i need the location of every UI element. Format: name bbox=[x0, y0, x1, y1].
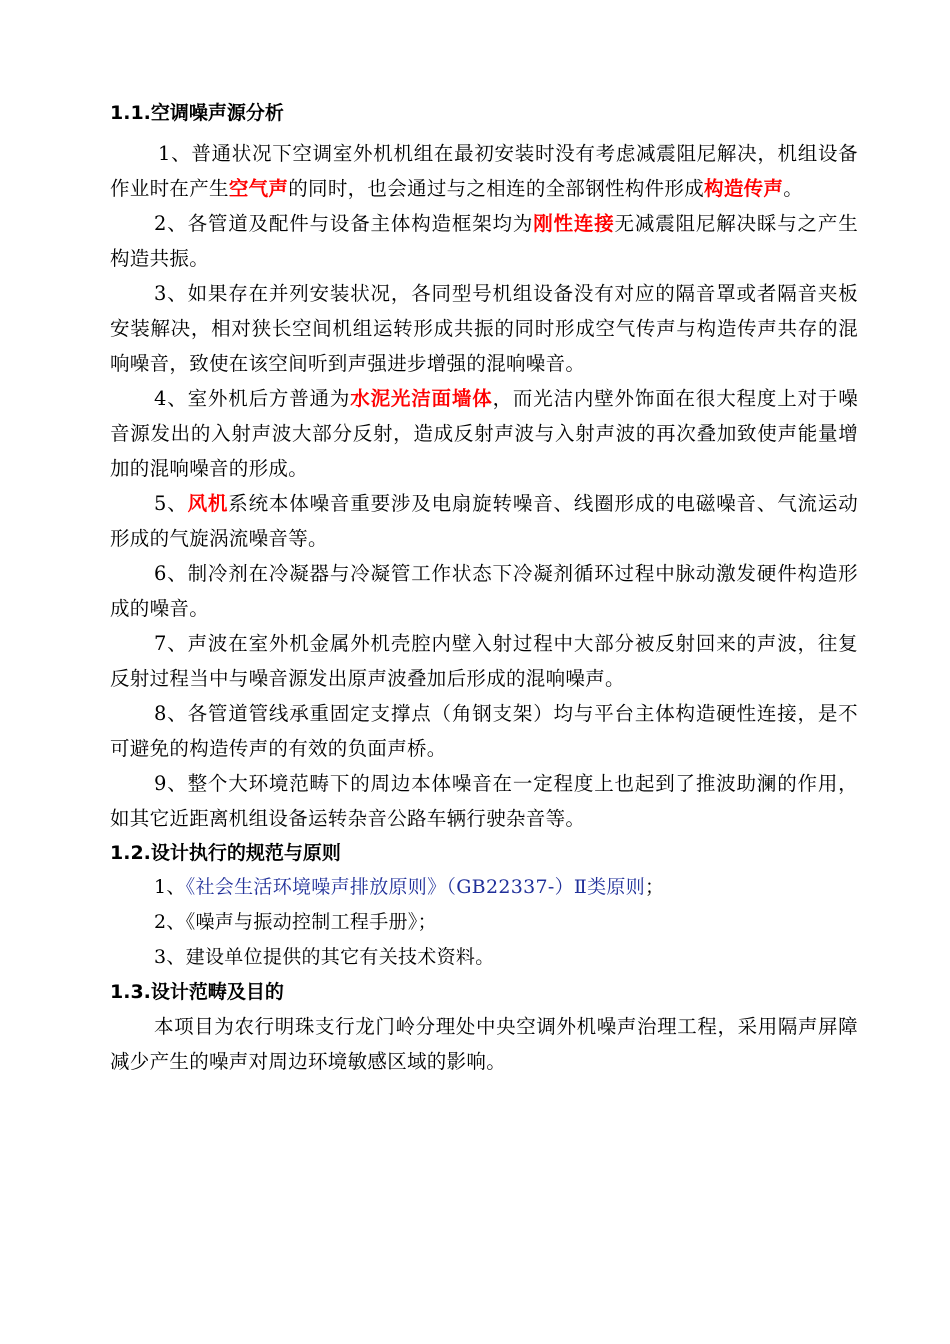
paragraph-1 bbox=[110, 136, 858, 206]
paragraph-9: 9、整个大环境范畴下的周边本体噪音在一定程度上也起到了推波助澜的作用，如其它近距离机组设备运转杂音公路车辆行驶杂音等。 bbox=[110, 772, 858, 830]
paragraph-4 bbox=[110, 381, 858, 486]
paragraph-2 bbox=[110, 206, 858, 276]
highlight-structure-borne-sound: 构造传声 bbox=[704, 177, 784, 200]
paragraph-4-text-a: 4、室外机后方普通为 bbox=[154, 387, 351, 410]
paragraph-1-text-a: 1、普通状况下空调室外机机组在最初安装时没有考虑减震阻尼解决，机组设备作业时在产生 bbox=[110, 142, 858, 200]
section-heading-1-2: 1.2.设计执行的规范与原则 bbox=[110, 842, 341, 864]
highlight-concrete-wall: 水泥光洁面墙体 bbox=[350, 387, 493, 410]
paragraph-3: 3、如果存在并列安装状况，各同型号机组设备没有对应的隔音罩或者隔音夹板安装解决，相对狭长空间机组运转形成共振的同时形成空气传声与构造传声共存的混响噪音，致使在该空间听到声强进步增强的混响噪音。 bbox=[110, 282, 858, 375]
standard-item-2: 2、《噪声与振动控制工程手册》； bbox=[154, 911, 437, 933]
paragraph-7: 7、声波在室外机金属外机壳腔内壁入射过程中大部分被反射回来的声波，往复反射过程当中与噪音源发出原声波叠加后形成的混响噪声。 bbox=[110, 632, 858, 690]
section-heading-1-3: 1.3.设计范畴及目的 bbox=[110, 981, 284, 1003]
highlight-rigid-connection: 刚性连接 bbox=[533, 212, 615, 235]
standard-item-1-title: 《社会生活环境噪声排放原则》（GB22337-）Ⅱ类原则 bbox=[185, 876, 646, 898]
standard-item-1-end: ； bbox=[645, 876, 665, 898]
section-heading-1-1: 1.1.空调噪声源分析 bbox=[110, 102, 284, 124]
paragraph-5-text-a: 5、 bbox=[154, 492, 188, 515]
paragraph-2-text-a: 2、各管道及配件与设备主体构造框架均为 bbox=[154, 212, 534, 235]
highlight-fan: 风机 bbox=[187, 492, 229, 515]
paragraph-6: 6、制冷剂在冷凝器与冷凝管工作状态下冷凝剂循环过程中脉动激发硬件构造形成的噪音。 bbox=[110, 562, 858, 620]
paragraph-8: 8、各管道管线承重固定支撑点（角钢支架）均与平台主体构造硬性连接，是不可避免的构造传声的有效的负面声桥。 bbox=[110, 702, 858, 760]
paragraph-4-text-b: ，而光洁内壁外饰面在很大程度上对于噪音源发出的入射声波大部分反射，造成反射声波与入射声波的再次叠加致使声能量增加的混响噪音的形成。 bbox=[110, 387, 858, 480]
paragraph-2-text-b: 无减震阻尼解决睬与之产生构造共振。 bbox=[110, 212, 858, 270]
standard-item-1-number: 1、 bbox=[154, 876, 186, 898]
paragraph-5-text-b: 系统本体噪音重要涉及电扇旋转噪音、线圈形成的电磁噪音、气流运动形成的气旋涡流噪音等。 bbox=[110, 492, 858, 550]
paragraph-1-text-b: 的同时，也会通过与之相连的全部钢性构件形成 bbox=[288, 177, 705, 200]
paragraph-scope: 本项目为农行明珠支行龙门岭分理处中央空调外机噪声治理工程，采用隔声屏障减少产生的噪声对周边环境敏感区域的影响。 bbox=[110, 1015, 858, 1073]
standard-item-3: 3、建设单位提供的其它有关技术资料。 bbox=[154, 946, 495, 968]
paragraph-1-text-c: 。 bbox=[783, 177, 804, 200]
highlight-airborne-sound: 空气声 bbox=[228, 177, 289, 200]
paragraph-5 bbox=[110, 486, 858, 556]
standard-item-1 bbox=[110, 870, 858, 905]
